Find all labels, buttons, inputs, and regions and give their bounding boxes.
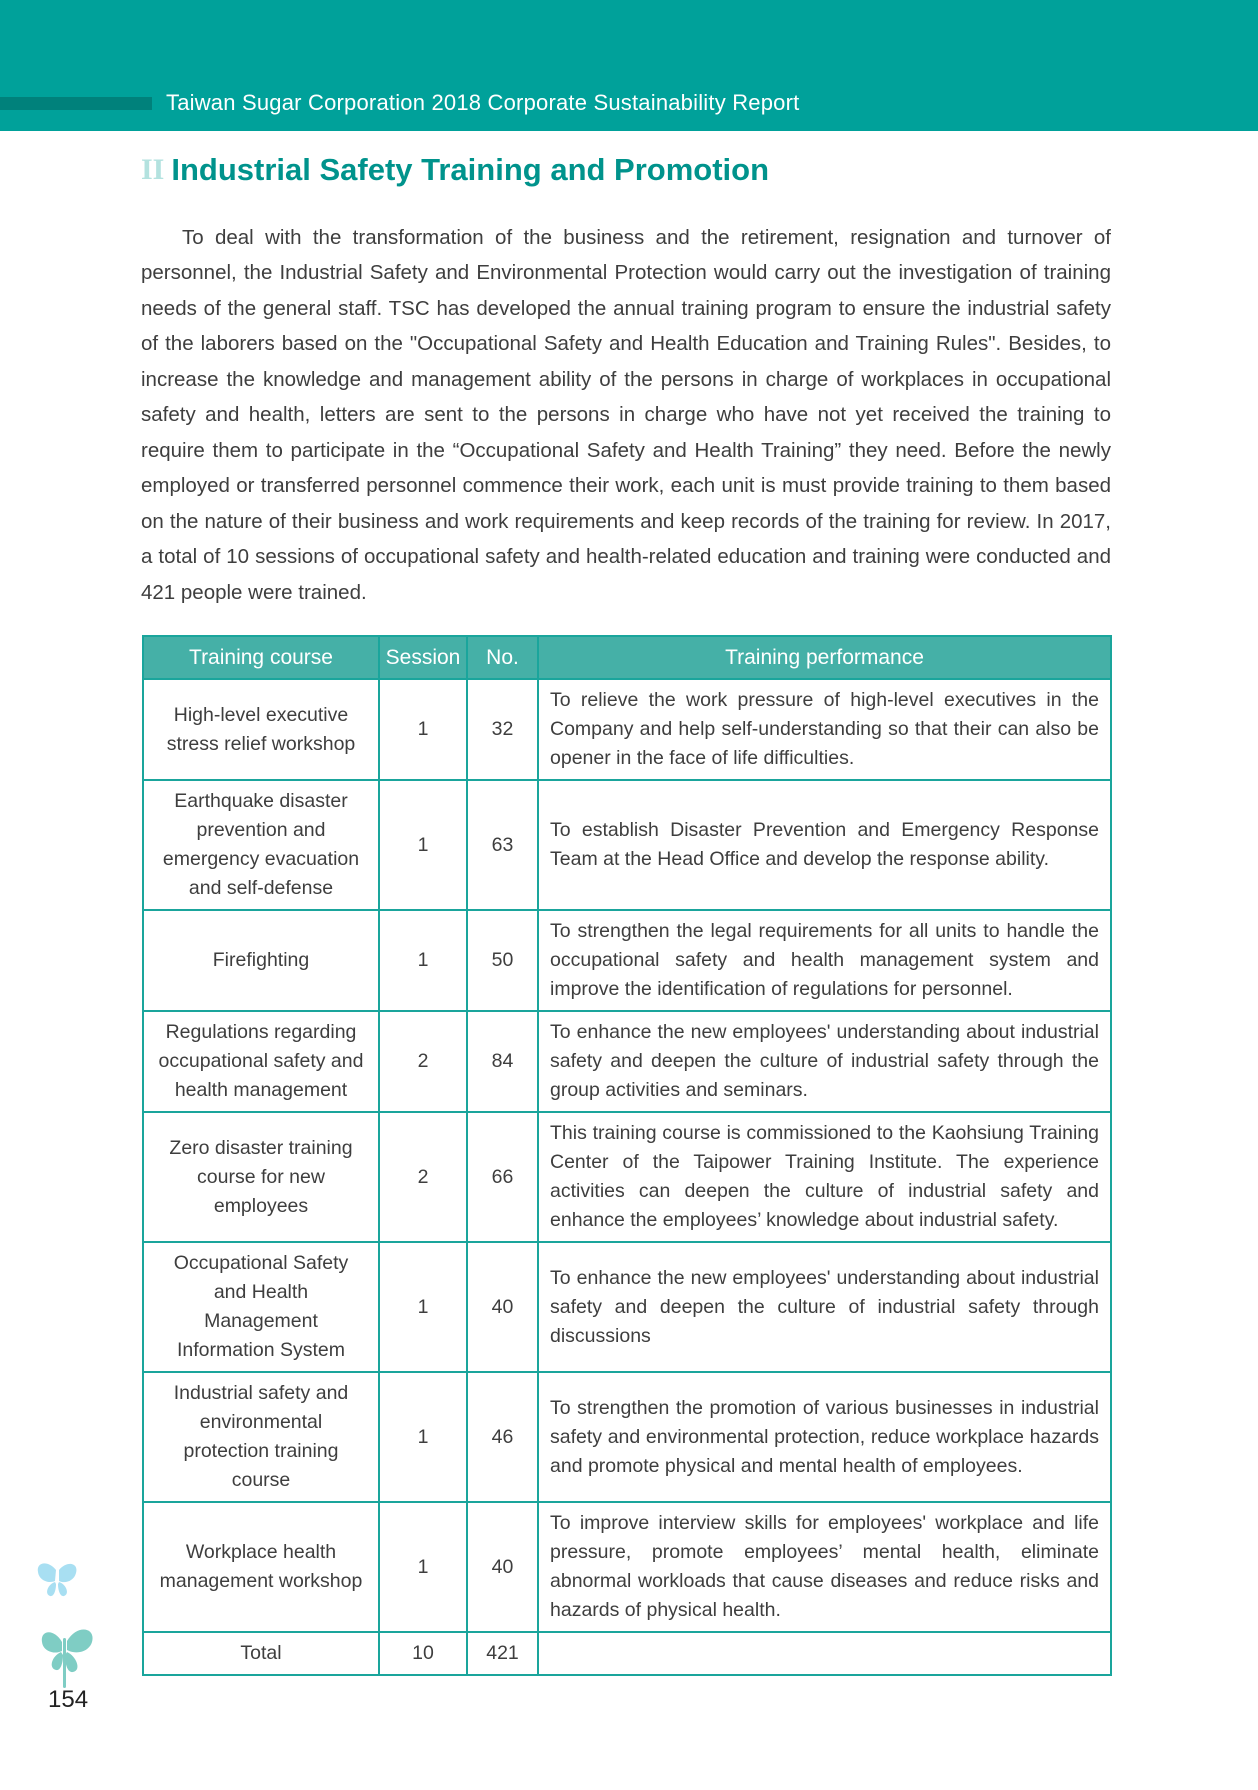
- session-cell: 1: [379, 910, 467, 1011]
- table-row: [143, 679, 1111, 780]
- total-session-cell: 10: [379, 1632, 467, 1675]
- course-cell: Earthquake disaster prevention and emergency evacuation and self-defense: [143, 780, 379, 910]
- header-no: No.: [467, 636, 538, 679]
- performance-cell: To enhance the new employees' understanding about industrial safety and deepen the culture of industrial safety through the group activities and seminars.: [538, 1011, 1111, 1112]
- table-row: [143, 1242, 1111, 1372]
- table-total-row: [143, 1632, 1111, 1675]
- total-label-cell: Total: [143, 1632, 379, 1675]
- performance-cell: To strengthen the legal requirements for all units to handle the occupational safety and health management system and improve the identification of regulations for personnel.: [538, 910, 1111, 1011]
- header-session: Session: [379, 636, 467, 679]
- table-row: [143, 1112, 1111, 1242]
- performance-cell: To enhance the new employees' understanding about industrial safety and deepen the culture of industrial safety through discussions: [538, 1242, 1111, 1372]
- butterfly-icon: [34, 1560, 104, 1690]
- no-cell: 32: [467, 679, 538, 780]
- course-cell: Occupational Safety and Health Management Information System: [143, 1242, 379, 1372]
- course-cell: Industrial safety and environmental protection training course: [143, 1372, 379, 1502]
- performance-cell: To relieve the work pressure of high-level executives in the Company and help self-understanding so that their can also be opener in the face of life difficulties.: [538, 679, 1111, 780]
- course-cell: Workplace health management workshop: [143, 1502, 379, 1632]
- section-heading: [141, 152, 769, 188]
- body-paragraph: To deal with the transformation of the business and the retirement, resignation and turnover of personnel, the Industrial Safety and Environmental Protection would carry out the investigation of training needs of the general staff. TSC has developed the annual training program to ensure the industrial safety of the laborers based on the "Occupational Safety and Health Education and Training Rules". Besides, to increase the knowledge and management ability of the persons in charge of workplaces in occupational safety and health, letters are sent to the persons in charge who have not yet received the training to require them to participate in the “Occupational Safety and Health Training” they need. Before the newly employed or transferred personnel commence their work, each unit is must provide training to them based on the nature of their business and work requirements and keep records of the training for review. In 2017, a total of 10 sessions of occupational safety and health-related education and training were conducted and 421 people were trained.: [141, 225, 1111, 604]
- session-cell: 1: [379, 1502, 467, 1632]
- session-cell: 2: [379, 1112, 467, 1242]
- table-row: [143, 780, 1111, 910]
- no-cell: 50: [467, 910, 538, 1011]
- course-cell: Zero disaster training course for new employees: [143, 1112, 379, 1242]
- table-row: [143, 910, 1111, 1011]
- section-title: Industrial Safety Training and Promotion: [171, 152, 770, 187]
- report-title: Taiwan Sugar Corporation 2018 Corporate Sustainability Report: [166, 90, 800, 115]
- session-cell: 1: [379, 1372, 467, 1502]
- course-cell: Regulations regarding occupational safety and health management: [143, 1011, 379, 1112]
- total-performance-cell: [538, 1632, 1111, 1675]
- header-training-course: Training course: [143, 636, 379, 679]
- no-cell: 66: [467, 1112, 538, 1242]
- session-cell: 1: [379, 1242, 467, 1372]
- course-cell: Firefighting: [143, 910, 379, 1011]
- course-cell: High-level executive stress relief workshop: [143, 679, 379, 780]
- session-cell: 1: [379, 780, 467, 910]
- table-header-row: [143, 636, 1111, 679]
- performance-cell: To improve interview skills for employees' workplace and life pressure, promote employees’ mental health, eliminate abnormal workloads that cause diseases and reduce risks and hazards of physical health.: [538, 1502, 1111, 1632]
- no-cell: 46: [467, 1372, 538, 1502]
- no-cell: 63: [467, 780, 538, 910]
- header-training-performance: Training performance: [538, 636, 1111, 679]
- table-row: [143, 1372, 1111, 1502]
- performance-cell: To strengthen the promotion of various businesses in industrial safety and environmental protection, reduce workplace hazards and promote physical and mental health of employees.: [538, 1372, 1111, 1502]
- performance-cell: To establish Disaster Prevention and Emergency Response Team at the Head Office and develop the response ability.: [538, 780, 1111, 910]
- butterfly-decoration: [34, 1560, 104, 1695]
- training-table: [142, 635, 1112, 1676]
- table-row: [143, 1011, 1111, 1112]
- page-number: 154: [48, 1686, 89, 1713]
- session-cell: 1: [379, 679, 467, 780]
- no-cell: 40: [467, 1242, 538, 1372]
- header-accent-bar: [0, 97, 152, 110]
- performance-cell: This training course is commissioned to the Kaohsiung Training Center of the Taipower Training Institute. The experience activities can deepen the culture of industrial safety and enhance the employees’ knowledge about industrial safety.: [538, 1112, 1111, 1242]
- section-number: II: [141, 153, 165, 186]
- no-cell: 40: [467, 1502, 538, 1632]
- table-row: [143, 1502, 1111, 1632]
- total-no-cell: 421: [467, 1632, 538, 1675]
- no-cell: 84: [467, 1011, 538, 1112]
- session-cell: 2: [379, 1011, 467, 1112]
